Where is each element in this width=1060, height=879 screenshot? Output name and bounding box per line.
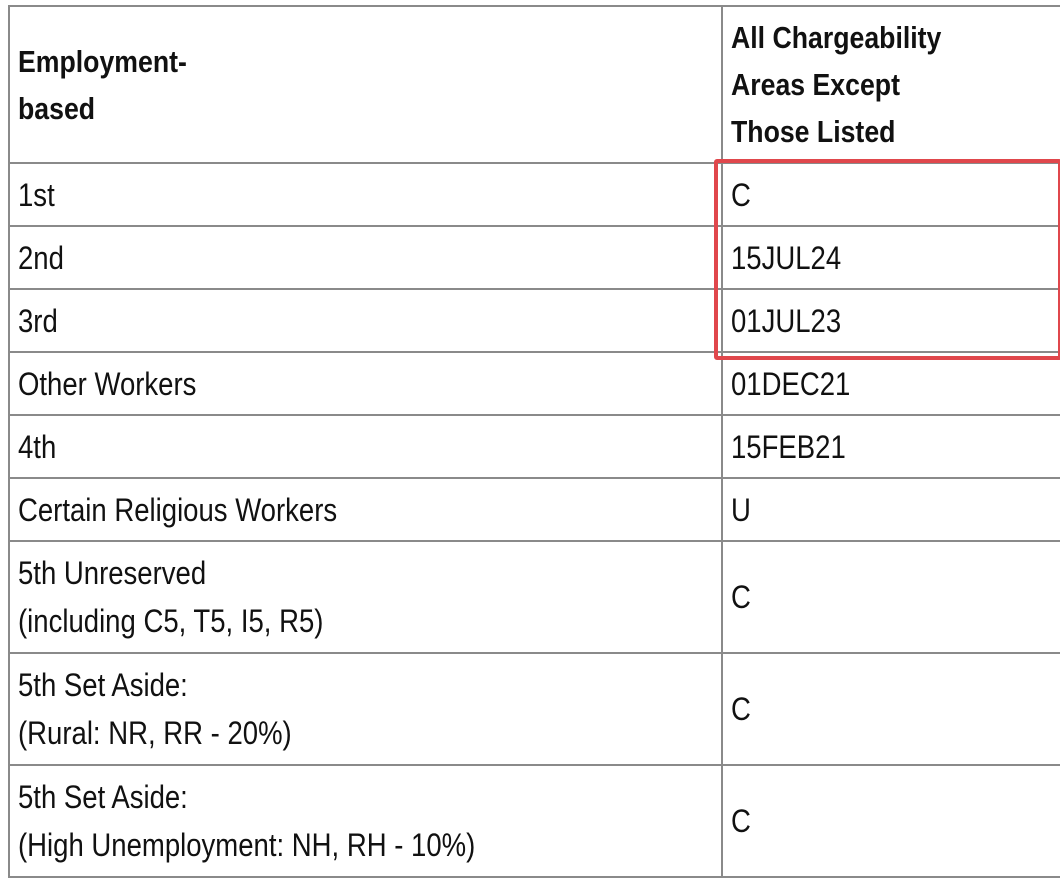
table-row (9, 163, 1060, 226)
table-row (9, 352, 1060, 415)
category-cell: Certain Religious Workers (9, 478, 722, 541)
date-cell: C (722, 653, 1060, 765)
table-row (9, 289, 1060, 352)
table-row (9, 541, 1060, 653)
table-row (9, 415, 1060, 478)
date-cell: 01DEC21 (722, 352, 1060, 415)
date-cell: 15JUL24 (722, 226, 1060, 289)
date-cell: U (722, 478, 1060, 541)
table-row (9, 765, 1060, 877)
table-header-row (9, 6, 1060, 163)
date-cell: 01JUL23 (722, 289, 1060, 352)
date-cell: C (722, 765, 1060, 877)
employment-based-dates-table (8, 5, 1060, 878)
table-row (9, 478, 1060, 541)
date-cell: C (722, 541, 1060, 653)
category-cell: 5th Set Aside: (High Unemployment: NH, RH - 10%) (9, 765, 722, 877)
category-cell: 5th Set Aside: (Rural: NR, RR - 20%) (9, 653, 722, 765)
date-cell: 15FEB21 (722, 415, 1060, 478)
date-cell: C (722, 163, 1060, 226)
table-row (9, 653, 1060, 765)
category-cell: 4th (9, 415, 722, 478)
category-cell: 2nd (9, 226, 722, 289)
category-cell: Other Workers (9, 352, 722, 415)
header-employment-based: Employment- based (9, 6, 722, 163)
header-all-chargeability-areas: All Chargeability Areas Except Those Listed (722, 6, 1060, 163)
table-row (9, 226, 1060, 289)
category-cell: 5th Unreserved (including C5, T5, I5, R5) (9, 541, 722, 653)
category-cell: 1st (9, 163, 722, 226)
category-cell: 3rd (9, 289, 722, 352)
